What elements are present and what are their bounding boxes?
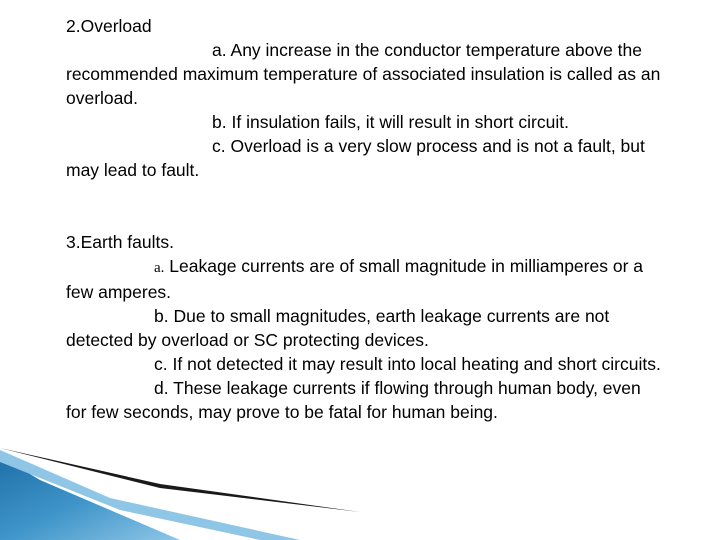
section-spacer [66,182,666,230]
earth-item-d [66,376,666,424]
overload-heading: 2.Overload [66,16,152,36]
earth-item-d-letter: d. [154,378,169,398]
slide-body [66,14,666,424]
overload-item-b-text: If insulation fails, it will result in short circuit. [231,112,569,132]
earth-item-b [66,304,666,352]
earth-item-b-letter: b. [154,306,169,326]
overload-item-a-letter: a. [212,40,227,60]
overload-item-c-text: Overload is a very slow process and is not a fault, but may lead to fault. [66,136,645,180]
earth-item-d-text: These leakage currents if flowing through human body, even for few seconds, may prove to be fatal for human being. [66,378,641,422]
earth-item-a [66,254,666,304]
overload-item-c [66,134,666,182]
earth-item-c-text: If not detected it may result into local heating and short circuits. [172,354,661,374]
earth-item-a-text: Leakage currents are of small magnitude in milliamperes or a few amperes. [66,256,643,302]
overload-item-a [66,38,666,110]
earth-item-a-letter: a. [154,260,165,276]
overload-item-a-text: Any increase in the conductor temperature above the recommended maximum temperature of associated insulation is called as an overload. [66,40,661,108]
overload-item-c-letter: c. [212,136,226,156]
earth-heading: 3.Earth faults. [66,232,174,252]
earth-item-c [66,352,666,376]
earth-item-c-letter: c. [154,354,168,374]
overload-item-b [66,110,666,134]
earth-item-b-text: Due to small magnitudes, earth leakage currents are not detected by overload or SC protecting devices. [66,306,610,350]
corner-swoosh-decoration [0,440,720,540]
overload-item-b-letter: b. [212,112,227,132]
